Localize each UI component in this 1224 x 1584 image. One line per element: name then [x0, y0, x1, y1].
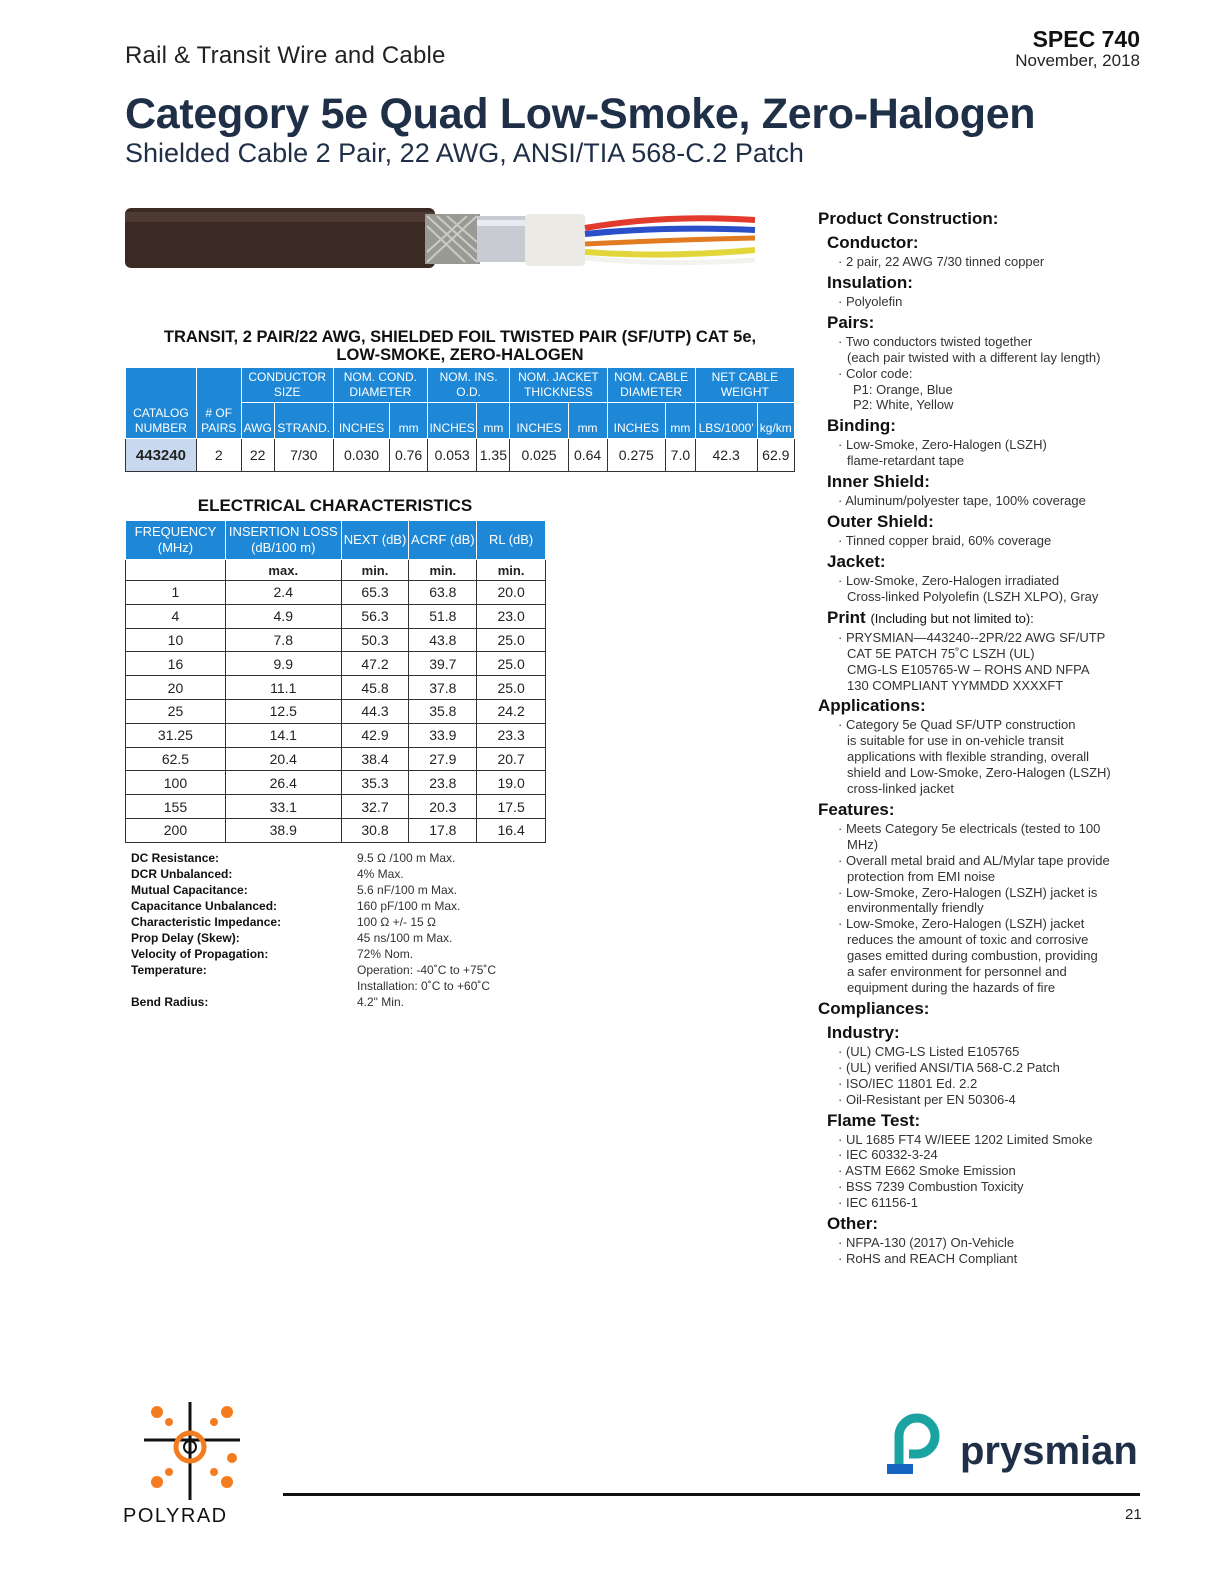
cable-image — [125, 200, 775, 280]
group-nom-cable-diameter: NOM. CABLE DIAMETER — [607, 368, 695, 403]
page-subtitle: Shielded Cable 2 Pair, 22 AWG, ANSI/TIA 568-C.2 Patch — [125, 138, 804, 168]
inner-shield-heading: Inner Shield: — [827, 472, 930, 492]
table-cell: 16 — [126, 652, 226, 676]
property-label: Prop Delay (Skew): — [131, 931, 240, 945]
table-cell: 42.3 — [695, 439, 757, 472]
table-cell: 63.8 — [409, 581, 477, 605]
table-cell: 33.1 — [225, 795, 341, 819]
list-item-cont: Cross-linked Polyolefin (LSZH XLPO), Gray — [847, 588, 1099, 604]
list-item-cont: 130 COMPLIANT YYMMDD XXXXFT — [847, 677, 1064, 693]
table-cell: 2 — [196, 439, 241, 472]
list-item: · Low-Smoke, Zero-Halogen (LSZH) jacket — [838, 916, 1158, 932]
col-kgkm: kg/km — [757, 403, 794, 439]
catalog-heading — [125, 328, 795, 364]
table-cell: 25.0 — [477, 628, 546, 652]
table-row — [126, 604, 546, 628]
table-cell: 42.9 — [341, 723, 409, 747]
table-cell: 7.8 — [225, 628, 341, 652]
table-cell: 30.8 — [341, 818, 409, 842]
list-item-cont: applications with flexible stranding, overall — [847, 749, 1090, 765]
col-next: NEXT (dB) — [341, 521, 409, 560]
table-row — [126, 581, 546, 605]
table-row — [126, 771, 546, 795]
property-label: DC Resistance: — [131, 851, 220, 865]
property-row — [131, 866, 551, 882]
property-row — [131, 946, 551, 962]
prysmian-wordmark: prysmian — [960, 1429, 1138, 1473]
list-item: · Oil-Resistant per EN 50306-4 — [838, 1092, 1158, 1108]
table-cell: 0.030 — [333, 439, 389, 472]
table-row — [126, 747, 546, 771]
col-cond-mm: mm — [390, 403, 428, 439]
table-row — [126, 818, 546, 842]
features-heading: Features: — [818, 799, 895, 819]
table-cell: 20 — [126, 676, 226, 700]
table-cell: 9.9 — [225, 652, 341, 676]
list-item-cont: MHz) — [847, 836, 879, 852]
property-value: 4% Max. — [357, 867, 404, 881]
list-item: · NFPA-130 (2017) On-Vehicle — [838, 1235, 1158, 1251]
flame-test-heading: Flame Test: — [827, 1110, 921, 1130]
property-value: Installation: 0˚C to +60˚C — [357, 979, 491, 993]
list-item: · Low-Smoke, Zero-Halogen (LSZH) jacket is — [838, 885, 1158, 901]
list-item: · Low-Smoke, Zero-Halogen (LSZH) — [838, 437, 1158, 453]
group-conductor-size: CONDUCTOR SIZE — [241, 368, 333, 403]
col-strand: STRAND. — [274, 403, 333, 439]
color-code-p1: P1: Orange, Blue — [853, 381, 953, 397]
table-cell: 62.5 — [126, 747, 226, 771]
property-label: Temperature: — [131, 963, 207, 977]
list-item: · IEC 60332-3-24 — [838, 1147, 1158, 1163]
subheader-row — [126, 560, 546, 581]
property-row — [131, 994, 551, 1010]
conductor-heading: Conductor: — [827, 233, 919, 252]
list-item-cont: protection from EMI noise — [847, 868, 996, 884]
outer-shield-heading: Outer Shield: — [827, 512, 934, 532]
print-note: (Including but not limited to): — [870, 610, 1034, 626]
col-jacket-mm: mm — [568, 403, 607, 439]
col-num-pairs: # OF PAIRS — [196, 368, 241, 439]
table-row — [126, 723, 546, 747]
subheader-cell: min. — [477, 560, 546, 581]
property-label: Velocity of Propagation: — [131, 947, 269, 961]
subheader-cell — [126, 560, 226, 581]
list-item: · IEC 61156-1 — [838, 1195, 1158, 1211]
list-item: · Meets Category 5e electricals (tested to 100 — [838, 821, 1158, 837]
table-row — [126, 699, 546, 723]
table-cell: 7/30 — [274, 439, 333, 472]
list-item-cont: CMG-LS E105765-W – ROHS AND NFPA — [847, 661, 1090, 677]
compliances-heading: Compliances: — [818, 998, 930, 1018]
col-acrf: ACRF (dB) — [409, 521, 477, 560]
color-code-p2: P2: White, Yellow — [853, 397, 954, 413]
property-value: 100 Ω +/- 15 Ω — [357, 915, 436, 929]
group-nom-jacket-thickness: NOM. JACKET THICKNESS — [510, 368, 607, 403]
table-cell: 26.4 — [225, 771, 341, 795]
construction-heading: Product Construction: — [818, 209, 999, 228]
property-label: Characteristic Impedance: — [131, 915, 282, 929]
table-cell: 20.3 — [409, 795, 477, 819]
table-cell: 45.8 — [341, 676, 409, 700]
property-label: Mutual Capacitance: — [131, 883, 248, 897]
table-cell: 11.1 — [225, 676, 341, 700]
property-label: DCR Unbalanced: — [131, 867, 233, 881]
list-item: · Aluminum/polyester tape, 100% coverage — [838, 493, 1158, 509]
table-cell: 47.2 — [341, 652, 409, 676]
electrical-table — [125, 520, 546, 843]
table-cell: 38.9 — [225, 818, 341, 842]
property-label: Capacitance Unbalanced: — [131, 899, 278, 913]
table-cell: 4 — [126, 604, 226, 628]
list-item-cont: equipment during the hazards of fire — [847, 980, 1056, 995]
subheader-cell: max. — [225, 560, 341, 581]
list-item: · PRYSMIAN—443240--2PR/22 AWG SF/UTP — [838, 630, 1158, 646]
table-cell: 17.5 — [477, 795, 546, 819]
table-cell: 44.3 — [341, 699, 409, 723]
list-item: · Two conductors twisted together — [838, 334, 1158, 350]
table-cell: 12.5 — [225, 699, 341, 723]
insulation-heading: Insulation: — [827, 272, 913, 292]
col-frequency: FREQUENCY (MHz) — [126, 521, 226, 560]
subheader-cell: min. — [409, 560, 477, 581]
property-value: 72% Nom. — [357, 947, 414, 961]
list-item-cont: cross-linked jacket — [847, 781, 954, 797]
list-item-cont: reduces the amount of toxic and corrosive — [847, 932, 1089, 948]
property-row — [131, 898, 551, 914]
property-row — [131, 914, 551, 930]
table-cell: 38.4 — [341, 747, 409, 771]
page-number: 21 — [1125, 1506, 1142, 1523]
list-item: · Category 5e Quad SF/UTP construction — [838, 717, 1158, 733]
footer-divider — [283, 1493, 1140, 1496]
table-cell: 50.3 — [341, 628, 409, 652]
table-cell: 35.8 — [409, 699, 477, 723]
list-item: · ASTM E662 Smoke Emission — [838, 1163, 1158, 1179]
table-cell: 1 — [126, 581, 226, 605]
table-cell: 20.4 — [225, 747, 341, 771]
list-item: · RoHS and REACH Compliant — [838, 1251, 1158, 1267]
table-cell: 20.7 — [477, 747, 546, 771]
table-cell: 33.9 — [409, 723, 477, 747]
table-cell: 65.3 — [341, 581, 409, 605]
list-item: · UL 1685 FT4 W/IEEE 1202 Limited Smoke — [838, 1132, 1158, 1148]
catalog-number-cell: 443240 — [126, 439, 197, 472]
list-item: · 2 pair, 22 AWG 7/30 tinned copper — [838, 254, 1158, 270]
print-heading — [827, 607, 1158, 630]
property-row — [131, 978, 551, 994]
pairs-heading: Pairs: — [827, 312, 875, 332]
list-item-cont: environmentally friendly — [847, 900, 984, 916]
table-cell: 23.3 — [477, 723, 546, 747]
table-cell: 25.0 — [477, 652, 546, 676]
list-item-cont: flame-retardant tape — [847, 453, 965, 469]
list-item: · Tinned copper braid, 60% coverage — [838, 533, 1158, 549]
property-value: 9.5 Ω /100 m Max. — [357, 851, 456, 865]
binding-heading: Binding: — [827, 416, 896, 436]
spec-block — [1015, 26, 1140, 71]
property-value: 4.2" Min. — [357, 995, 404, 1009]
table-cell: 0.76 — [390, 439, 428, 472]
table-cell: 10 — [126, 628, 226, 652]
col-jacket-inches: INCHES — [510, 403, 568, 439]
document-category: Rail & Transit Wire and Cable — [125, 42, 446, 69]
list-item: · ISO/IEC 11801 Ed. 2.2 — [838, 1076, 1158, 1092]
group-nom-cond-diameter: NOM. COND. DIAMETER — [333, 368, 427, 403]
list-item: · Color code: — [838, 366, 1158, 382]
list-item-cont: gases emitted during combustion, providing — [847, 948, 1098, 964]
jacket-heading: Jacket: — [827, 551, 886, 571]
property-label — [131, 978, 357, 994]
property-value: 5.6 nF/100 m Max. — [357, 883, 458, 897]
table-cell: 1.35 — [477, 439, 510, 472]
col-lbs: LBS/1000' — [695, 403, 757, 439]
table-cell: 2.4 — [225, 581, 341, 605]
table-cell: 19.0 — [477, 771, 546, 795]
table-row — [126, 795, 546, 819]
list-item: · BSS 7239 Combustion Toxicity — [838, 1179, 1158, 1195]
table-cell: 22 — [241, 439, 274, 472]
table-cell: 20.0 — [477, 581, 546, 605]
property-value: 160 pF/100 m Max. — [357, 899, 461, 913]
table-cell: 0.025 — [510, 439, 568, 472]
property-row — [131, 850, 551, 866]
list-item: · Polyolefin — [838, 294, 1158, 310]
table-cell: 27.9 — [409, 747, 477, 771]
page-title: Category 5e Quad Low-Smoke, Zero-Halogen — [125, 90, 1036, 138]
list-item-cont: CAT 5E PATCH 75˚C LSZH (UL) — [847, 645, 1035, 661]
group-nom-ins-od: NOM. INS. O.D. — [427, 368, 509, 403]
table-cell: 4.9 — [225, 604, 341, 628]
catalog-table — [125, 367, 795, 472]
table-row — [126, 628, 546, 652]
table-cell: 43.8 — [409, 628, 477, 652]
list-item-cont: is suitable for use in on-vehicle transit — [847, 733, 1064, 749]
applications-heading: Applications: — [818, 696, 926, 716]
list-item: · Overall metal braid and AL/Mylar tape provide — [838, 853, 1158, 869]
electrical-heading: ELECTRICAL CHARACTERISTICS — [197, 496, 473, 515]
list-item: · (UL) CMG-LS Listed E105765 — [838, 1044, 1158, 1060]
col-catalog-number: CATALOG NUMBER — [126, 368, 197, 439]
table-row — [126, 676, 546, 700]
prysmian-logo-icon — [885, 1412, 1145, 1482]
list-item-cont: a safer environment for personnel and — [847, 964, 1067, 980]
property-label: Bend Radius: — [131, 995, 209, 1009]
property-row — [131, 962, 551, 978]
other-heading: Other: — [827, 1214, 878, 1234]
electrical-properties — [131, 850, 551, 1010]
table-cell: 25.0 — [477, 676, 546, 700]
table-cell: 0.053 — [427, 439, 476, 472]
group-net-cable-weight: NET CABLE WEIGHT — [695, 368, 794, 403]
table-cell: 32.7 — [341, 795, 409, 819]
table-cell: 35.3 — [341, 771, 409, 795]
table-cell: 37.8 — [409, 676, 477, 700]
property-row — [131, 882, 551, 898]
property-value: Operation: -40˚C to +75˚C — [357, 963, 497, 977]
table-cell: 155 — [126, 795, 226, 819]
col-ins-inches: INCHES — [427, 403, 476, 439]
col-cond-inches: INCHES — [333, 403, 389, 439]
table-cell: 39.7 — [409, 652, 477, 676]
table-row — [126, 439, 795, 472]
subheader-cell: min. — [341, 560, 409, 581]
polyrad-wordmark: POLYRAD — [123, 1505, 228, 1527]
list-item: · Low-Smoke, Zero-Halogen irradiated — [838, 573, 1158, 589]
table-cell: 17.8 — [409, 818, 477, 842]
table-cell: 7.0 — [666, 439, 696, 472]
list-item-cont: shield and Low-Smoke, Zero-Halogen (LSZH) — [847, 765, 1111, 781]
table-cell: 14.1 — [225, 723, 341, 747]
property-value: 45 ns/100 m Max. — [357, 931, 453, 945]
print-heading-label: Print — [827, 607, 866, 627]
table-cell: 200 — [126, 818, 226, 842]
table-cell: 62.9 — [757, 439, 794, 472]
col-awg: AWG — [241, 403, 274, 439]
list-item: · (UL) verified ANSI/TIA 568-C.2 Patch — [838, 1060, 1158, 1076]
col-ins-mm: mm — [477, 403, 510, 439]
spec-date: November, 2018 — [1015, 51, 1140, 70]
table-cell: 23.0 — [477, 604, 546, 628]
table-cell: 23.8 — [409, 771, 477, 795]
col-rl: RL (dB) — [477, 521, 546, 560]
table-cell: 16.4 — [477, 818, 546, 842]
col-insertion-loss: INSERTION LOSS (dB/100 m) — [225, 521, 341, 560]
col-cable-mm: mm — [666, 403, 696, 439]
table-cell: 24.2 — [477, 699, 546, 723]
list-item-cont: (each pair twisted with a different lay length) — [847, 349, 1101, 365]
col-cable-inches: INCHES — [607, 403, 666, 439]
table-cell: 0.275 — [607, 439, 666, 472]
table-cell: 31.25 — [126, 723, 226, 747]
catalog-heading-line2: LOW-SMOKE, ZERO-HALOGEN — [336, 346, 584, 364]
product-details — [818, 206, 1158, 1267]
table-row — [126, 652, 546, 676]
property-row — [131, 930, 551, 946]
table-cell: 51.8 — [409, 604, 477, 628]
industry-heading: Industry: — [827, 1022, 900, 1042]
table-cell: 0.64 — [568, 439, 607, 472]
catalog-heading-line1: TRANSIT, 2 PAIR/22 AWG, SHIELDED FOIL TWISTED PAIR (SF/UTP) CAT 5e, — [163, 328, 757, 346]
table-cell: 100 — [126, 771, 226, 795]
table-cell: 25 — [126, 699, 226, 723]
spec-number: SPEC 740 — [1032, 26, 1140, 52]
table-cell: 56.3 — [341, 604, 409, 628]
